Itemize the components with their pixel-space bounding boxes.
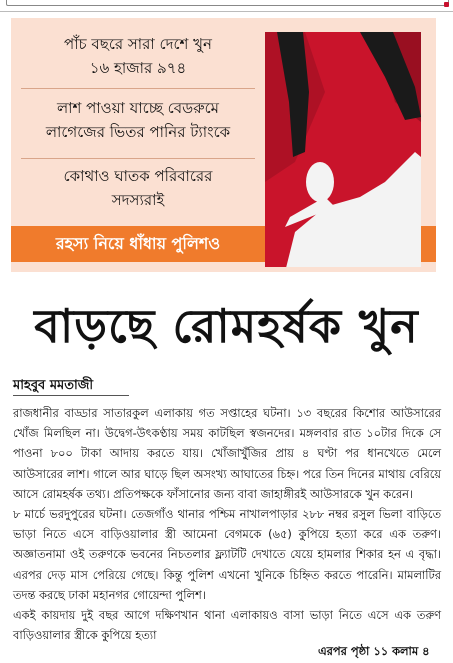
crime-scene-illustration xyxy=(265,32,421,267)
highlight-line: লাগেজের ভিতর পানির ট্যাংকে xyxy=(45,123,231,141)
blood-body-outline-illustration xyxy=(265,32,421,267)
divider xyxy=(21,158,255,159)
highlight-bodies-found xyxy=(11,96,265,144)
corner-marker xyxy=(444,2,449,7)
article-paragraph: একই কায়দায় দুই বছর আগে দক্ষিণখান থানা এলাকায়ও বাসা ভাড়া নিতে এসে এক তরুণ বাড়িওয়ালার স্ত্রীকে কুপিয়ে হত্যা xyxy=(13,608,441,643)
author-byline: মাহবুব মমতাজী xyxy=(13,378,94,393)
highlight-murder-count xyxy=(11,32,265,80)
highlight-line: লাশ পাওয়া যাচ্ছে বেডরুমে xyxy=(56,99,220,117)
police-puzzled-banner: রহস্য নিয়ে ধাঁধায় পুলিশও xyxy=(11,226,265,262)
highlights-box xyxy=(11,18,436,272)
byline-underline xyxy=(13,395,129,396)
highlight-line: পাঁচ বছরে সারা দেশে খুন xyxy=(64,35,212,53)
page-top-border xyxy=(0,0,453,12)
main-headline: বাড়ছে রোমহর্ষক খুন xyxy=(34,299,419,353)
highlight-line: সদস্যরাই xyxy=(111,191,165,209)
divider xyxy=(21,88,255,89)
article-paragraph: রাজধানীর বাড্ডার সাতারকুল এলাকায় গত সপ্তাহের ঘটনা। ১৩ বছরের কিশোর আউসারের খোঁজ মিলছিল না। উদ্বেগ-উৎকণ্ঠায় সময় কাটছিল স্বজনদের। মঙ্গলবার রাত ১০টার দিকে সে পাওনা ৮০০ টাকা আদায় করতে যায়। খোঁজাখুঁজির প্রায় ৪ ঘণ্টা পর ধানখেতে মেলে আউসারের লাশ। গালে আর ঘাড়ে ছিল অসংখ্য আঘাতের চিহ্ন। পরে তিন দিনের মাথায় বেরিয়ে আসে রোমহর্ষক তথ্য। প্রতিপক্ষকে ফাঁসানোর জন্য বাবা জাহাঙ্গীরই আউসারকে খুন করেন। xyxy=(13,406,441,501)
highlight-family-killers xyxy=(11,164,265,212)
body-outline-head xyxy=(306,162,334,202)
highlight-line: কোথাও ঘাতক পরিবারের xyxy=(63,167,213,185)
article-paragraph: ৮ মার্চে ভরদুপুরের ঘটনা। তেজগাঁও থানার পশ্চিম নাখালপাড়ার ২৮৮ নম্বর রসুল ভিলা বাড়িতে ভাড়া নিতে এসে বাড়িওয়ালার স্ত্রী আমেনা বেগমকে (৬৫) কুপিয়ে হত্যা করে এক তরুণ। অজ্ঞাতনামা ওই তরুণকে ভবনের নিচতলার ফ্ল্যাটটি দেখাতে যেয়ে হামলার শিকার হন এ বৃদ্ধা। এরপর দেড় মাস পেরিয়ে গেছে। কিন্তু পুলিশ এখনো খুনিকে চিহ্নিত করতে পারেনি। মামলাটির তদন্ত করছে ঢাকা মহানগর গোয়েন্দা পুলিশ। xyxy=(13,507,441,602)
banner-extension xyxy=(421,226,436,262)
top-frame-edge xyxy=(6,0,449,6)
article-body xyxy=(13,403,441,645)
continued-on-page-link[interactable]: এরপর পৃষ্ঠা ১১ কলাম ৪ xyxy=(318,644,430,658)
highlight-line: ১৬ হাজার ৯৭৪ xyxy=(89,59,187,77)
